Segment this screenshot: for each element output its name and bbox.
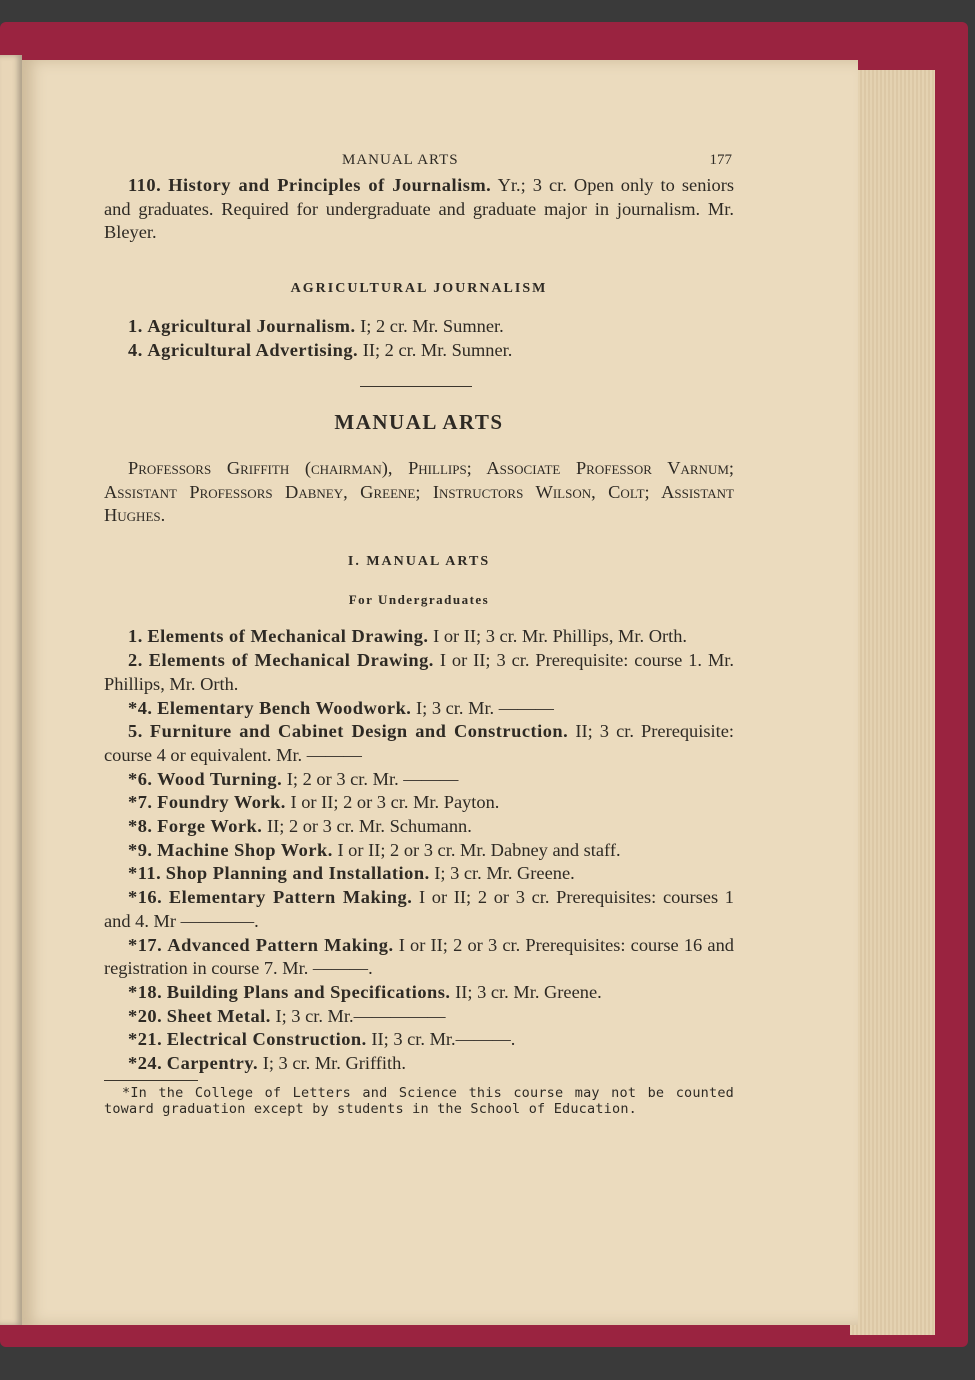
course-details: II; 3 cr. Prerequisite: course 4 or equivalent. Mr. ——— bbox=[104, 721, 735, 765]
course-title: Furniture and Cabinet Design and Construction. bbox=[149, 721, 569, 742]
course-entry bbox=[104, 720, 734, 767]
course-entry bbox=[104, 791, 734, 815]
course-details: I; 3 cr. Mr. ——— bbox=[411, 697, 554, 718]
course-title: Foundry Work. bbox=[157, 792, 286, 813]
running-head-title: MANUAL ARTS bbox=[342, 152, 459, 168]
course-number: *24. bbox=[128, 1053, 163, 1074]
course-number: *17. bbox=[128, 934, 163, 955]
course-details: II; 3 cr. Mr. Greene. bbox=[450, 981, 602, 1002]
course-title: Carpentry. bbox=[166, 1053, 259, 1074]
course-title: Wood Turning. bbox=[157, 768, 283, 789]
course-details: Yr.; 3 cr. Open only to seniors and graduates. Required for undergraduate and graduate major in journalism. Mr. Bleyer. bbox=[104, 175, 734, 243]
page-text bbox=[104, 140, 734, 1117]
course-title: Electrical Construction. bbox=[166, 1029, 367, 1050]
course-entry bbox=[104, 862, 734, 886]
course-entry bbox=[104, 649, 734, 696]
course-title: Sheet Metal. bbox=[166, 1005, 271, 1026]
running-head bbox=[104, 140, 734, 168]
course-title: Advanced Pattern Making. bbox=[167, 934, 394, 955]
course-details: I; 3 cr. Mr. Greene. bbox=[429, 863, 575, 884]
ag-course bbox=[104, 339, 734, 363]
course-title: Agricultural Advertising. bbox=[147, 339, 359, 360]
course-number: *6. bbox=[128, 768, 153, 789]
course-title: Forge Work. bbox=[157, 816, 263, 837]
course-list bbox=[104, 625, 734, 1075]
ag-course-list bbox=[104, 315, 734, 362]
course-entry bbox=[104, 768, 734, 792]
course-details: II; 3 cr. Mr.———. bbox=[366, 1029, 516, 1050]
course-details: I; 2 cr. Mr. Sumner. bbox=[355, 315, 504, 336]
course-number: *8. bbox=[128, 816, 153, 837]
section-divider bbox=[360, 386, 472, 387]
course-number: *11. bbox=[128, 863, 162, 884]
course-number: *21. bbox=[128, 1029, 163, 1050]
course-title: Elements of Mechanical Drawing. bbox=[147, 626, 429, 647]
course-number: *7. bbox=[128, 792, 153, 813]
course-details: I; 3 cr. Mr. Griffith. bbox=[258, 1053, 406, 1074]
course-number: *18. bbox=[128, 981, 163, 1002]
course-title: Elements of Mechanical Drawing. bbox=[148, 650, 434, 671]
faculty-list: Professors Griffith (chairman), Phillips; Associate Professor Varnum; Assistant Professors Dabney, Greene; Instructors Wilson, Colt; Assistant Hughes. bbox=[104, 457, 734, 526]
section-heading: I. MANUAL ARTS bbox=[347, 554, 491, 570]
course-number: 110. bbox=[128, 175, 162, 195]
course-number: 1. bbox=[128, 315, 143, 336]
course-entry bbox=[104, 886, 734, 933]
course-entry bbox=[104, 934, 734, 981]
course-details: I or II; 2 or 3 cr. Prerequisites: course 16 and registration in course 7. Mr. ———. bbox=[104, 934, 734, 979]
journalism-course-110 bbox=[104, 174, 734, 245]
course-number: *20. bbox=[128, 1005, 163, 1026]
course-entry bbox=[104, 815, 734, 839]
course-number: *4. bbox=[128, 697, 153, 718]
page-number: 177 bbox=[709, 152, 732, 168]
ag-journalism-heading: AGRICULTURAL JOURNALISM bbox=[290, 281, 548, 297]
course-number: *16. bbox=[128, 887, 163, 908]
course-entry bbox=[104, 625, 734, 649]
footnote: *In the College of Letters and Science this course may not be counted toward graduation except by students in the School of Education. bbox=[104, 1084, 734, 1117]
facing-page-edge bbox=[0, 55, 22, 1325]
course-number: *9. bbox=[128, 839, 153, 860]
course-details: II; 2 cr. Mr. Sumner. bbox=[358, 339, 513, 360]
course-title: Elementary Bench Woodwork. bbox=[157, 697, 412, 718]
page-block-edge bbox=[850, 70, 935, 1335]
course-details: I; 2 or 3 cr. Mr. ——— bbox=[282, 768, 459, 789]
course-title: Shop Planning and Installation. bbox=[165, 863, 430, 884]
department-heading: MANUAL ARTS bbox=[334, 410, 504, 435]
course-details: I or II; 2 or 3 cr. Mr. Payton. bbox=[285, 792, 500, 813]
course-number: 4. bbox=[128, 339, 143, 360]
course-title: Agricultural Journalism. bbox=[147, 315, 356, 336]
course-details: I; 3 cr. Mr.————— bbox=[270, 1005, 446, 1026]
course-title: Building Plans and Specifications. bbox=[166, 981, 451, 1002]
course-details: I or II; 2 or 3 cr. Prerequisites: courses 1 and 4. Mr ————. bbox=[104, 887, 734, 931]
ag-course bbox=[104, 315, 734, 339]
course-entry bbox=[104, 981, 734, 1005]
course-number: 1. bbox=[128, 626, 143, 647]
course-details: I or II; 2 or 3 cr. Mr. Dabney and staff. bbox=[332, 839, 621, 860]
course-details: I or II; 3 cr. Prerequisite: course 1. Mr. Phillips, Mr. Orth. bbox=[104, 650, 735, 694]
course-entry bbox=[104, 1052, 734, 1076]
course-details: I or II; 3 cr. Mr. Phillips, Mr. Orth. bbox=[428, 626, 687, 647]
course-title: History and Principles of Journalism. bbox=[168, 175, 492, 195]
course-entry bbox=[104, 1005, 734, 1029]
course-title: Machine Shop Work. bbox=[157, 839, 333, 860]
course-number: 5. bbox=[128, 721, 143, 742]
course-details: II; 2 or 3 cr. Mr. Schumann. bbox=[262, 816, 472, 837]
course-entry bbox=[104, 1028, 734, 1052]
subsection-heading: For Undergraduates bbox=[348, 591, 490, 607]
footnote-rule bbox=[104, 1080, 198, 1081]
course-entry bbox=[104, 697, 734, 721]
course-title: Elementary Pattern Making. bbox=[168, 887, 413, 908]
course-number: 2. bbox=[128, 650, 143, 671]
course-entry bbox=[104, 839, 734, 863]
